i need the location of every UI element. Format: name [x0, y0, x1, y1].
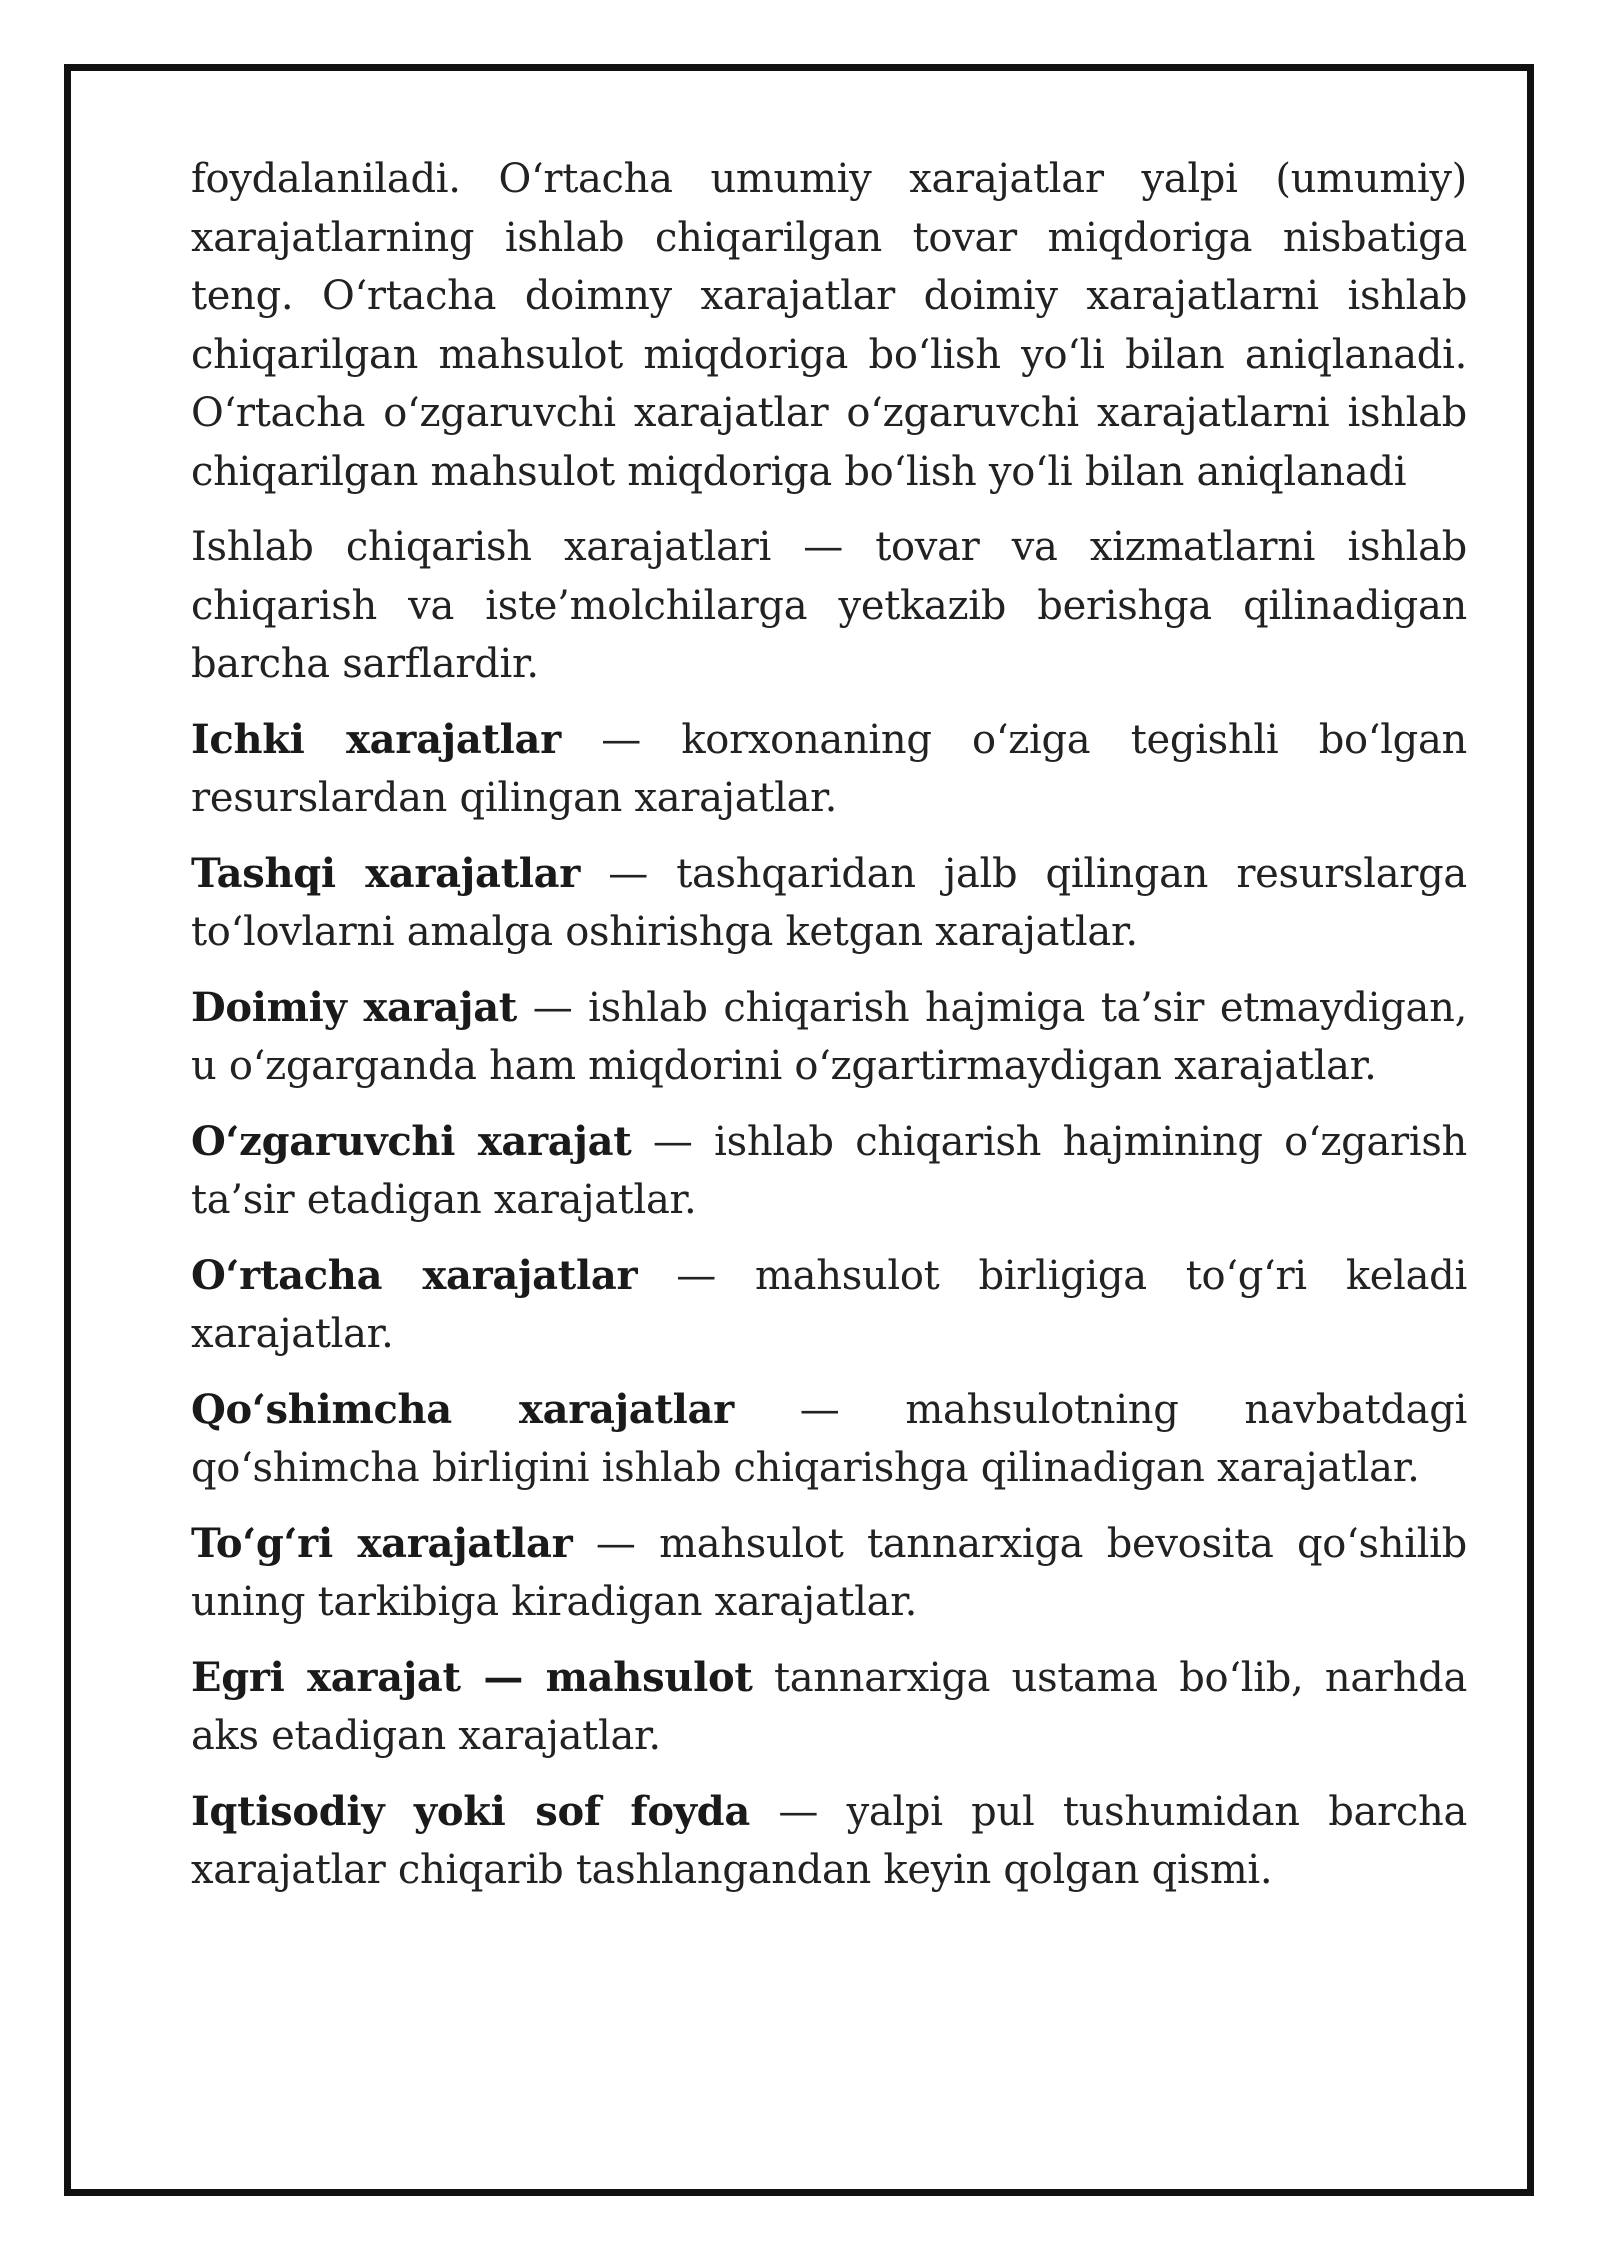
term: Egri xarajat — mahsulot — [191, 1653, 753, 1701]
term: Iqtisodiy yoki sof foyda — [191, 1787, 750, 1835]
paragraph-ozgaruvchi-xarajat — [191, 1113, 1467, 1230]
term: Ichki xarajatlar — [191, 715, 561, 763]
paragraph-doimiy-xarajat — [191, 979, 1467, 1096]
paragraph-togri-xarajatlar — [191, 1515, 1467, 1632]
definition-text: — mahsulot birligiga to‘g‘ri keladi xarajatlar. — [191, 1252, 1467, 1357]
term: O‘zgaruvchi xarajat — [191, 1117, 632, 1165]
paragraph-intro — [191, 150, 1467, 501]
definition-text: tannarxiga ustama bo‘lib, narhda aks etadigan xarajatlar. — [191, 1654, 1468, 1759]
page-text-body — [191, 150, 1467, 1917]
paragraph-tashqi-xarajatlar — [191, 845, 1467, 962]
paragraph-egri-xarajat — [191, 1649, 1467, 1766]
term: O‘rtacha xarajatlar — [191, 1251, 638, 1299]
paragraph-ortacha-xarajatlar — [191, 1247, 1467, 1364]
paragraph-ishlab-chiqarish-xarajatlari — [191, 518, 1467, 694]
term: Qo‘shimcha xarajatlar — [191, 1385, 734, 1433]
definition-text: — ishlab chiqarish hajmiga ta’sir etmaydigan, u o‘zgarganda ham miqdorini o‘zgartirmaydigan xarajatlar. — [191, 984, 1467, 1089]
definition-text: — yalpi pul tushumidan barcha xarajatlar chiqarib tashlangandan keyin qolgan qismi. — [191, 1788, 1467, 1893]
definition-text: — ishlab chiqarish hajmining o‘zgarish ta’sir etadigan xarajatlar. — [191, 1118, 1468, 1223]
paragraph-iqtisodiy-foyda — [191, 1783, 1467, 1900]
paragraph-ichki-xarajatlar — [191, 711, 1467, 828]
definition-text: — korxonaning o‘ziga tegishli bo‘lgan resurslardan qilingan xarajatlar. — [191, 716, 1468, 821]
definition-text: — mahsulotning navbatdagi qo‘shimcha birligini ishlab chiqarishga qilinadigan xarajatlar. — [191, 1386, 1467, 1491]
definition-text: Ishlab chiqarish xarajatlari — tovar va xizmatlarni ishlab chiqarish va iste’molchilarga yetkazib berishga qilinadigan barcha sarflardir. — [191, 524, 1467, 687]
definition-text: — mahsulot tannarxiga bevosita qo‘shilib uning tarkibiga kiradigan xarajatlar. — [191, 1520, 1467, 1625]
term: To‘g‘ri xarajatlar — [191, 1519, 573, 1567]
definition-text: — tashqaridan jalb qilingan resurslarga to‘lovlarni amalga oshirishga ketgan xarajatlar. — [191, 850, 1467, 955]
term: Tashqi xarajatlar — [191, 849, 581, 897]
term: Doimiy xarajat — [191, 983, 517, 1031]
definition-text: foydalaniladi. O‘rtacha umumiy xarajatlar yalpi (umumiy) xarajatlarning ishlab chiqarilgan tovar miqdoriga nisbatiga teng. O‘rtacha doimny xarajatlar doimiy xarajatlarni ishlab chiqarilgan mahsulot miqdoriga bo‘lish yo‘li bilan aniqlanadi. O‘rtacha o‘zgaruvchi xarajatlar o‘zgaruvchi xarajatlarni ishlab chiqarilgan mahsulot miqdoriga bo‘lish yo‘li bilan aniqlanadi — [191, 156, 1467, 495]
paragraph-qoshimcha-xarajatlar — [191, 1381, 1467, 1498]
